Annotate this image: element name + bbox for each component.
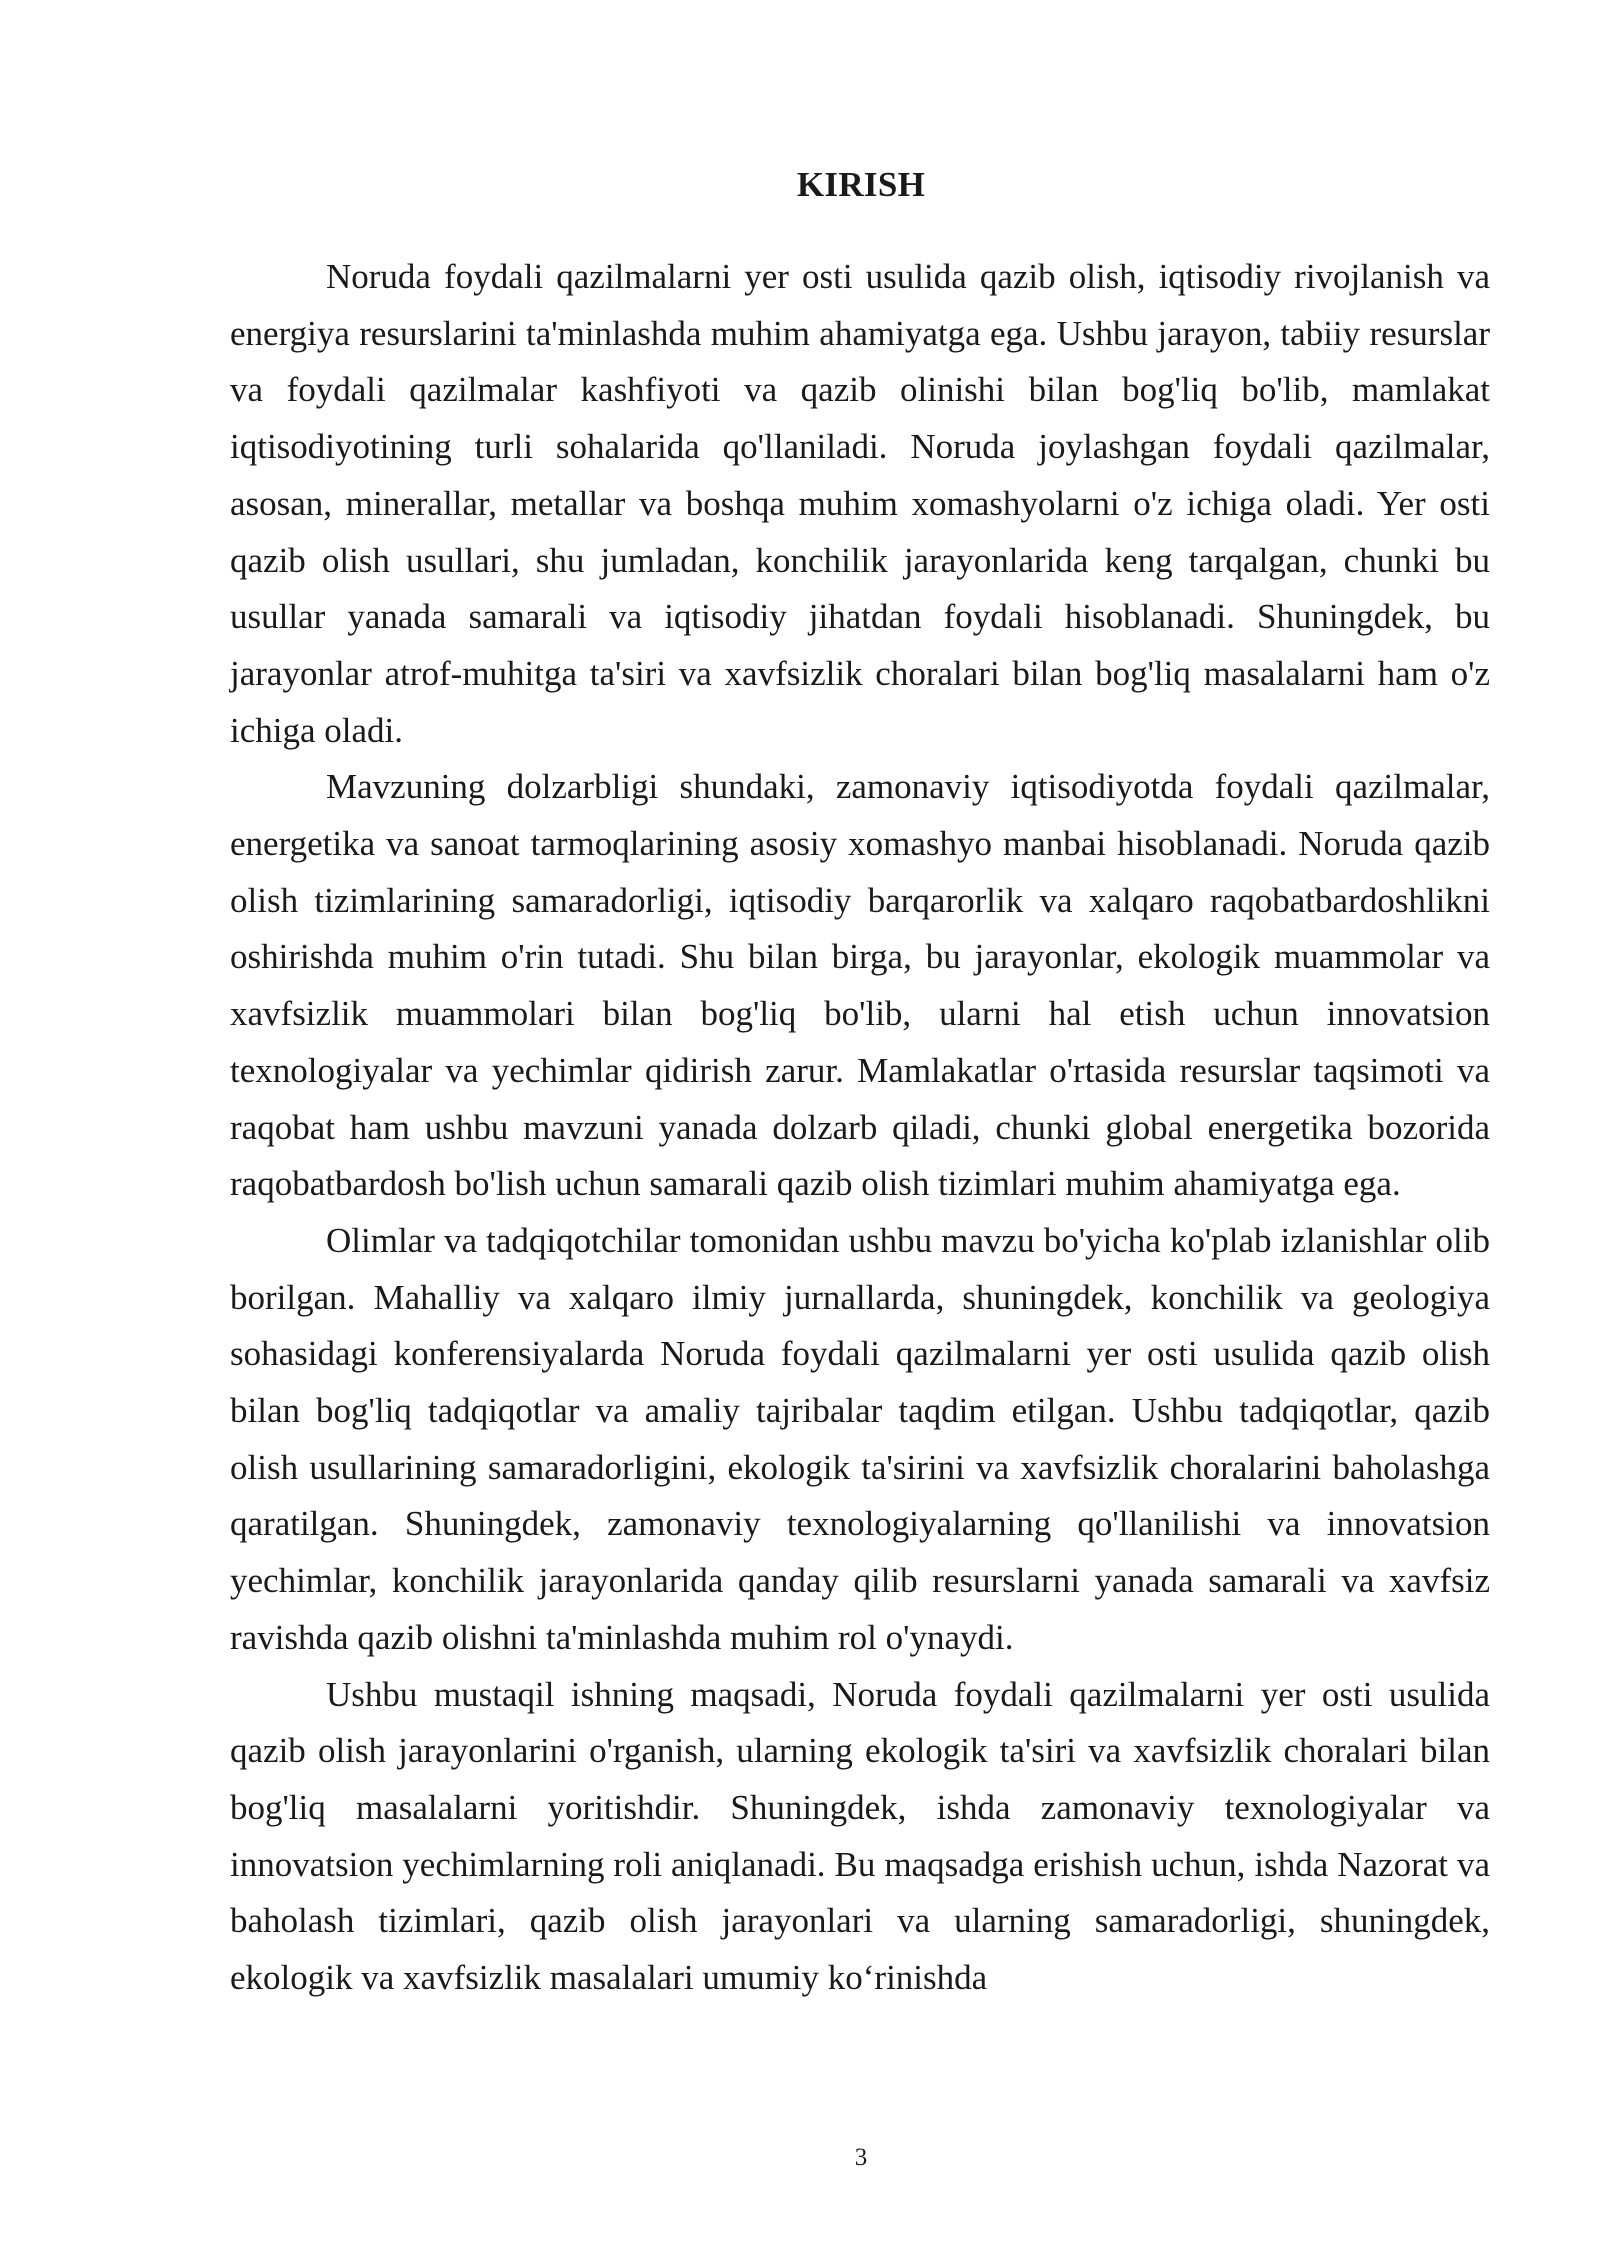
page-title: KIRISH: [796, 165, 926, 204]
page-number: 3: [854, 2144, 868, 2171]
paragraph-3: Olimlar va tadqiqotchilar tomonidan ushbu mavzu bo'yicha ko'plab izlanishlar olib borilgan. Mahalliy va xalqaro ilmiy jurnallarda, shuningdek, konchilik va geologiya sohasidagi konferensiyalarda Noruda foydali qazilmalarni yer osti usulida qazib olish bilan bog'liq tadqiqotlar va amaliy tajribalar taqdim etilgan. Ushbu tadqiqotlar, qazib olish usullarining samaradorligini, ekologik ta'sirini va xavfsizlik choralarini baholashga qaratilgan. Shuningdek, zamonaviy texnologiyalarning qo'llanilishi va innovatsion yechimlar, konchilik jarayonlarida qanday qilib resurslarni yanada samarali va xavfsiz ravishda qazib olishni ta'minlashda muhim rol o'ynaydi.: [230, 1220, 1490, 1657]
paragraph-1: Noruda foydali qazilmalarni yer osti usulida qazib olish, iqtisodiy rivojlanish va energiya resurslarini ta'minlashda muhim ahamiyatga ega. Ushbu jarayon, tabiiy resurslar va foydali qazilmalar kashfiyoti va qazib olinishi bilan bog'liq bo'lib, mamlakat iqtisodiyotining turli sohalarida qo'llaniladi. Noruda joylashgan foydali qazilmalar, asosan, minerallar, metallar va boshqa muhim xomashyolarni o'z ichiga oladi. Yer osti qazib olish usullari, shu jumladan, konchilik jarayonlarida keng tarqalgan, chunki bu usullar yanada samarali va iqtisodiy jihatdan foydali hisoblanadi. Shuningdek, bu jarayonlar atrof-muhitga ta'siri va xavfsizlik choralari bilan bog'liq masalalarni ham o'z ichiga oladi.: [230, 257, 1490, 750]
paragraph-2: Mavzuning dolzarbligi shundaki, zamonaviy iqtisodiyotda foydali qazilmalar, energetika va sanoat tarmoqlarining asosiy xomashyo manbai hisoblanadi. Noruda qazib olish tizimlarining samaradorligi, iqtisodiy barqarorlik va xalqaro raqobatbardoshlikni oshirishda muhim o'rin tutadi. Shu bilan birga, bu jarayonlar, ekologik muammolar va xavfsizlik muammolari bilan bog'liq bo'lib, ularni hal etish uchun innovatsion texnologiyalar va yechimlar qidirish zarur. Mamlakatlar o'rtasida resurslar taqsimoti va raqobat ham ushbu mavzuni yanada dolzarb qiladi, chunki global energetika bozorida raqobatbardosh bo'lish uchun samarali qazib olish tizimlari muhim ahamiyatga ega.: [230, 767, 1490, 1204]
paragraph-4: Ushbu mustaqil ishning maqsadi, Noruda foydali qazilmalarni yer osti usulida qazib olish jarayonlarini o'rganish, ularning ekologik ta'siri va xavfsizlik choralari bilan bog'liq masalalarni yoritishdir. Shuningdek, ishda zamonaviy texnologiyalar va innovatsion yechimlarning roli aniqlanadi. Bu maqsadga erishish uchun, ishda Nazorat va baholash tizimlari, qazib olish jarayonlari va ularning samaradorligi, shuningdek, ekologik va xavfsizlik masalalari umumiy ko‘rinishda: [230, 1674, 1490, 1998]
document-body: [230, 249, 1490, 2007]
